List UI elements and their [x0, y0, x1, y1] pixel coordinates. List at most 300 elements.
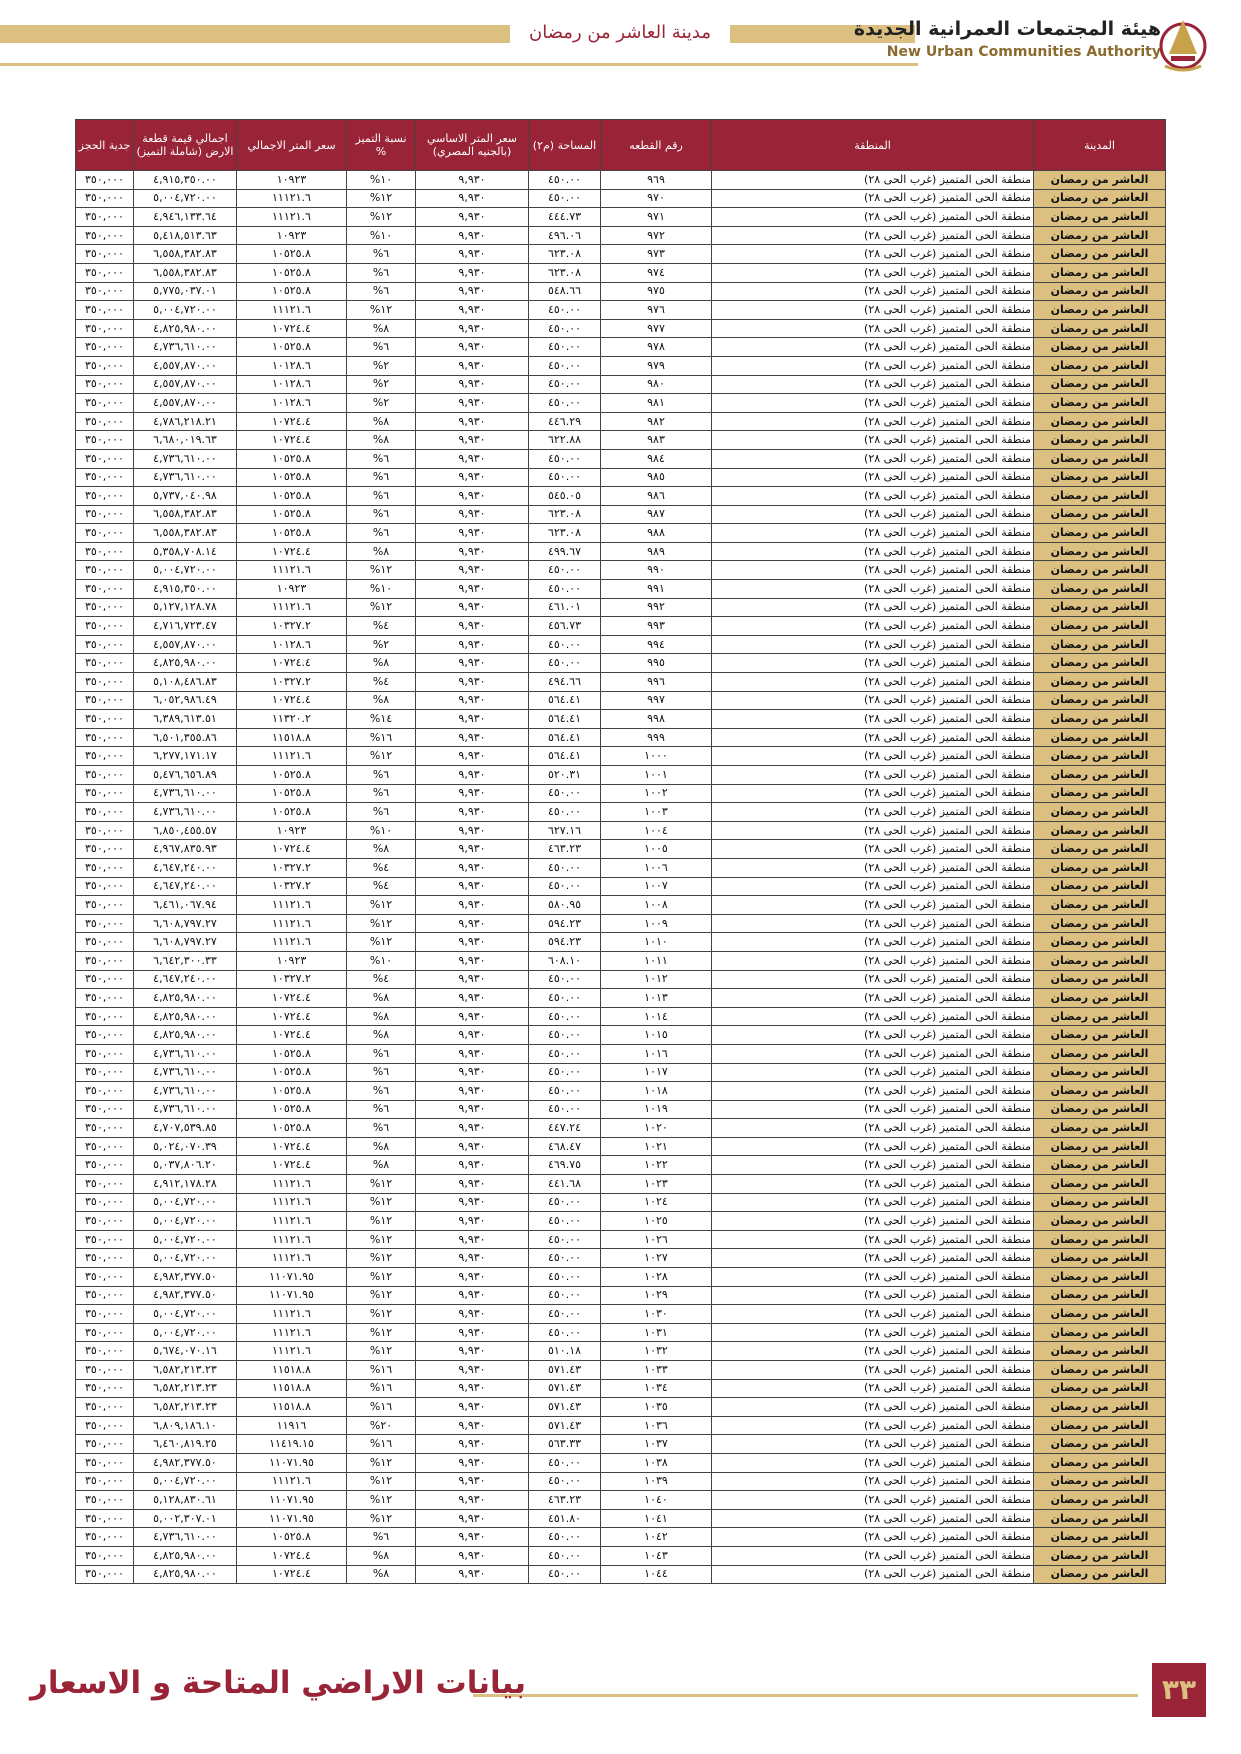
cell-plot-number: ٩٨١: [601, 394, 712, 413]
cell-deposit: ٣٥٠,٠٠٠: [76, 710, 134, 729]
cell-plot-number: ٩٩٥: [601, 654, 712, 673]
cell-premium: ٦%: [347, 282, 416, 301]
cell-area: ٤٤٤.٧٣: [529, 208, 601, 227]
cell-city: العاشر من رمضان: [1034, 449, 1166, 468]
cell-premium: ٦%: [347, 803, 416, 822]
cell-city: العاشر من رمضان: [1034, 803, 1166, 822]
cell-total-meter-price: ١١٥١٨.٨: [237, 1398, 347, 1417]
cell-total-value: ٤,٧٣٦,٦١٠.٠٠: [134, 1044, 237, 1063]
table-row: [76, 821, 1166, 840]
cell-total-value: ٤,٧٣٦,٦١٠.٠٠: [134, 803, 237, 822]
cell-premium: ٢%: [347, 356, 416, 375]
cell-plot-number: ١٠٣٠: [601, 1305, 712, 1324]
cell-total-meter-price: ١٠٩٢٣: [237, 821, 347, 840]
cell-total-value: ٤,٩٨٢,٣٧٧.٥٠: [134, 1286, 237, 1305]
cell-zone: منطقة الحى المتميز (غرب الحى ٢٨): [712, 1453, 1034, 1472]
cell-zone: منطقة الحى المتميز (غرب الحى ٢٨): [712, 598, 1034, 617]
cell-premium: ٨%: [347, 989, 416, 1008]
cell-plot-number: ١٠١٧: [601, 1063, 712, 1082]
cell-area: ٤٦٩.٧٥: [529, 1156, 601, 1175]
cell-city: العاشر من رمضان: [1034, 561, 1166, 580]
header-rule: [0, 63, 918, 66]
cell-area: ٤٥٠.٠٠: [529, 171, 601, 190]
cell-premium: ٨%: [347, 1565, 416, 1584]
cell-area: ٤٩٩.٦٧: [529, 542, 601, 561]
cell-zone: منطقة الحى المتميز (غرب الحى ٢٨): [712, 933, 1034, 952]
cell-city: العاشر من رمضان: [1034, 263, 1166, 282]
cell-area: ٤٦٨.٤٧: [529, 1137, 601, 1156]
cell-premium: ٨%: [347, 319, 416, 338]
cell-zone: منطقة الحى المتميز (غرب الحى ٢٨): [712, 1509, 1034, 1528]
cell-base-price: ٩,٩٣٠: [416, 1119, 529, 1138]
cell-total-value: ٦,٥٠١,٣٥٥.٨٦: [134, 728, 237, 747]
cell-premium: ١٢%: [347, 1453, 416, 1472]
cell-total-value: ٥,٠٢٤,٠٧٠.٣٩: [134, 1137, 237, 1156]
cell-city: العاشر من رمضان: [1034, 1305, 1166, 1324]
cell-city: العاشر من رمضان: [1034, 1565, 1166, 1584]
cell-premium: ٨%: [347, 1156, 416, 1175]
cell-zone: منطقة الحى المتميز (غرب الحى ٢٨): [712, 412, 1034, 431]
cell-zone: منطقة الحى المتميز (غرب الحى ٢٨): [712, 505, 1034, 524]
cell-zone: منطقة الحى المتميز (غرب الحى ٢٨): [712, 1007, 1034, 1026]
table-row: [76, 301, 1166, 320]
table-row: [76, 1435, 1166, 1454]
cell-premium: ٢%: [347, 635, 416, 654]
cell-deposit: ٣٥٠,٠٠٠: [76, 301, 134, 320]
cell-plot-number: ١٠٣٥: [601, 1398, 712, 1417]
cell-premium: ٨%: [347, 431, 416, 450]
cell-deposit: ٣٥٠,٠٠٠: [76, 338, 134, 357]
cell-city: العاشر من رمضان: [1034, 1026, 1166, 1045]
cell-base-price: ٩,٩٣٠: [416, 858, 529, 877]
cell-premium: ٦%: [347, 1528, 416, 1547]
cell-premium: ٢٠%: [347, 1416, 416, 1435]
table-row: [76, 282, 1166, 301]
cell-area: ٥٦٤.٤١: [529, 747, 601, 766]
cell-premium: ٤%: [347, 673, 416, 692]
cell-city: العاشر من رمضان: [1034, 394, 1166, 413]
cell-area: ٤٥٠.٠٠: [529, 1268, 601, 1287]
cell-city: العاشر من رمضان: [1034, 319, 1166, 338]
cell-premium: ١٢%: [347, 1305, 416, 1324]
cell-zone: منطقة الحى المتميز (غرب الحى ٢٨): [712, 356, 1034, 375]
cell-base-price: ٩,٩٣٠: [416, 1156, 529, 1175]
cell-total-value: ٥,٠٠٤,٧٢٠.٠٠: [134, 561, 237, 580]
cell-total-value: ٤,٧٣٦,٦١٠.٠٠: [134, 1082, 237, 1101]
cell-deposit: ٣٥٠,٠٠٠: [76, 1156, 134, 1175]
cell-total-meter-price: ١٠٩٢٣: [237, 951, 347, 970]
cell-base-price: ٩,٩٣٠: [416, 431, 529, 450]
cell-area: ٥١٠.١٨: [529, 1342, 601, 1361]
cell-deposit: ٣٥٠,٠٠٠: [76, 1026, 134, 1045]
cell-area: ٥٩٤.٢٣: [529, 914, 601, 933]
cell-city: العاشر من رمضان: [1034, 189, 1166, 208]
cell-city: العاشر من رمضان: [1034, 1546, 1166, 1565]
cell-total-meter-price: ١٠٥٢٥.٨: [237, 524, 347, 543]
cell-base-price: ٩,٩٣٠: [416, 394, 529, 413]
cell-premium: ٦%: [347, 784, 416, 803]
table-row: [76, 766, 1166, 785]
cell-plot-number: ٩٨٦: [601, 487, 712, 506]
cell-total-value: ٦,٥٥٨,٣٨٢.٨٣: [134, 505, 237, 524]
cell-total-value: ٥,٠٠٤,٧٢٠.٠٠: [134, 1230, 237, 1249]
cell-total-value: ٦,٠٥٢,٩٨٦.٤٩: [134, 691, 237, 710]
cell-city: العاشر من رمضان: [1034, 338, 1166, 357]
table-row: [76, 1398, 1166, 1417]
cell-base-price: ٩,٩٣٠: [416, 1342, 529, 1361]
cell-total-meter-price: ١١١٢١.٦: [237, 1472, 347, 1491]
cell-premium: ٤%: [347, 877, 416, 896]
cell-zone: منطقة الحى المتميز (غرب الحى ٢٨): [712, 208, 1034, 227]
cell-base-price: ٩,٩٣٠: [416, 1026, 529, 1045]
table-row: [76, 877, 1166, 896]
cell-zone: منطقة الحى المتميز (غرب الحى ٢٨): [712, 189, 1034, 208]
cell-zone: منطقة الحى المتميز (غرب الحى ٢٨): [712, 394, 1034, 413]
cell-area: ٤٥٠.٠٠: [529, 1546, 601, 1565]
cell-deposit: ٣٥٠,٠٠٠: [76, 431, 134, 450]
cell-city: العاشر من رمضان: [1034, 1063, 1166, 1082]
cell-base-price: ٩,٩٣٠: [416, 1212, 529, 1231]
cell-area: ٤٤٦.٢٩: [529, 412, 601, 431]
table-row: [76, 580, 1166, 599]
table-row: [76, 1063, 1166, 1082]
cell-city: العاشر من رمضان: [1034, 1379, 1166, 1398]
table-row: [76, 1249, 1166, 1268]
cell-total-meter-price: ١٠٧٢٤.٤: [237, 319, 347, 338]
cell-total-value: ٤,٧٣٦,٦١٠.٠٠: [134, 1100, 237, 1119]
table-row: [76, 1342, 1166, 1361]
cell-total-value: ٤,٧٠٧,٥٣٩.٨٥: [134, 1119, 237, 1138]
cell-city: العاشر من رمضان: [1034, 1175, 1166, 1194]
cell-total-value: ٥,٠٣٧,٨٠٦.٢٠: [134, 1156, 237, 1175]
cell-area: ٤٥٠.٠٠: [529, 1007, 601, 1026]
footer-title: بيانات الاراضي المتاحة و الاسعار: [30, 1665, 526, 1701]
cell-city: العاشر من رمضان: [1034, 840, 1166, 859]
cell-city: العاشر من رمضان: [1034, 728, 1166, 747]
cell-area: ٤٥٠.٠٠: [529, 970, 601, 989]
cell-premium: ١٢%: [347, 189, 416, 208]
cell-deposit: ٣٥٠,٠٠٠: [76, 914, 134, 933]
cell-premium: ١٠%: [347, 171, 416, 190]
cell-base-price: ٩,٩٣٠: [416, 1305, 529, 1324]
cell-deposit: ٣٥٠,٠٠٠: [76, 821, 134, 840]
cell-total-value: ٤,٦٤٧,٢٤٠.٠٠: [134, 877, 237, 896]
cell-area: ٤٥٠.٠٠: [529, 1044, 601, 1063]
cell-zone: منطقة الحى المتميز (غرب الحى ٢٨): [712, 803, 1034, 822]
cell-city: العاشر من رمضان: [1034, 858, 1166, 877]
cell-total-meter-price: ١١٤١٩.١٥: [237, 1435, 347, 1454]
cell-area: ٥٧١.٤٣: [529, 1398, 601, 1417]
cell-area: ٤٥٠.٠٠: [529, 301, 601, 320]
cell-city: العاشر من رمضان: [1034, 766, 1166, 785]
table-row: [76, 617, 1166, 636]
cell-plot-number: ١٠٠٧: [601, 877, 712, 896]
cell-base-price: ٩,٩٣٠: [416, 1230, 529, 1249]
table-row: [76, 951, 1166, 970]
cell-zone: منطقة الحى المتميز (غرب الحى ٢٨): [712, 858, 1034, 877]
cell-plot-number: ١٠٠٤: [601, 821, 712, 840]
cell-total-meter-price: ١٠٧٢٤.٤: [237, 1137, 347, 1156]
cell-base-price: ٩,٩٣٠: [416, 1007, 529, 1026]
cell-zone: منطقة الحى المتميز (غرب الحى ٢٨): [712, 245, 1034, 264]
cell-total-value: ٤,٩٨٢,٣٧٧.٥٠: [134, 1268, 237, 1287]
cell-total-value: ٤,٨٢٥,٩٨٠.٠٠: [134, 1007, 237, 1026]
cell-deposit: ٣٥٠,٠٠٠: [76, 505, 134, 524]
cell-total-meter-price: ١٠٧٢٤.٤: [237, 1026, 347, 1045]
cell-plot-number: ١٠١٦: [601, 1044, 712, 1063]
cell-plot-number: ٩٩٩: [601, 728, 712, 747]
cell-deposit: ٣٥٠,٠٠٠: [76, 1528, 134, 1547]
cell-total-meter-price: ١٠٥٢٥.٨: [237, 505, 347, 524]
cell-base-price: ٩,٩٣٠: [416, 728, 529, 747]
cell-total-meter-price: ١٠٥٢٥.٨: [237, 487, 347, 506]
cell-deposit: ٣٥٠,٠٠٠: [76, 654, 134, 673]
header-bar-left: [0, 25, 510, 43]
cell-base-price: ٩,٩٣٠: [416, 747, 529, 766]
table-row: [76, 1156, 1166, 1175]
table-row: [76, 654, 1166, 673]
cell-zone: منطقة الحى المتميز (غرب الحى ٢٨): [712, 654, 1034, 673]
cell-base-price: ٩,٩٣٠: [416, 877, 529, 896]
cell-premium: ٦%: [347, 1044, 416, 1063]
cell-premium: ١٢%: [347, 1212, 416, 1231]
cell-city: العاشر من رمضان: [1034, 1491, 1166, 1510]
cell-total-value: ٤,٧٣٦,٦١٠.٠٠: [134, 338, 237, 357]
cell-premium: ١٠%: [347, 821, 416, 840]
cell-plot-number: ٩٨٩: [601, 542, 712, 561]
cell-zone: منطقة الحى المتميز (غرب الحى ٢٨): [712, 710, 1034, 729]
cell-area: ٤٥٠.٠٠: [529, 1212, 601, 1231]
cell-base-price: ٩,٩٣٠: [416, 840, 529, 859]
cell-base-price: ٩,٩٣٠: [416, 617, 529, 636]
cell-premium: ١٦%: [347, 728, 416, 747]
header-zone: المنطقة: [712, 120, 1034, 171]
cell-premium: ٤%: [347, 617, 416, 636]
cell-area: ٤٥٠.٠٠: [529, 1472, 601, 1491]
cell-city: العاشر من رمضان: [1034, 1249, 1166, 1268]
cell-area: ٤٥٠.٠٠: [529, 580, 601, 599]
cell-plot-number: ٩٩٢: [601, 598, 712, 617]
cell-area: ٤٦١.٠١: [529, 598, 601, 617]
cell-plot-number: ٩٩٦: [601, 673, 712, 692]
cell-zone: منطقة الحى المتميز (غرب الحى ٢٨): [712, 766, 1034, 785]
cell-zone: منطقة الحى المتميز (غرب الحى ٢٨): [712, 1491, 1034, 1510]
cell-total-value: ٦,٥٥٨,٣٨٢.٨٣: [134, 245, 237, 264]
cell-city: العاشر من رمضان: [1034, 468, 1166, 487]
table-row: [76, 1472, 1166, 1491]
cell-zone: منطقة الحى المتميز (غرب الحى ٢٨): [712, 561, 1034, 580]
cell-premium: ١٢%: [347, 208, 416, 227]
table-row: [76, 691, 1166, 710]
cell-city: العاشر من رمضان: [1034, 1472, 1166, 1491]
cell-total-meter-price: ١١١٢١.٦: [237, 189, 347, 208]
cell-total-value: ٦,٦٨٠,٠١٩.٦٣: [134, 431, 237, 450]
cell-total-value: ٤,٧٣٦,٦١٠.٠٠: [134, 449, 237, 468]
table-row: [76, 468, 1166, 487]
cell-plot-number: ١٠٠٥: [601, 840, 712, 859]
cell-total-value: ٦,٥٥٨,٣٨٢.٨٣: [134, 263, 237, 282]
cell-total-meter-price: ١١١٢١.٦: [237, 598, 347, 617]
cell-premium: ١٢%: [347, 1249, 416, 1268]
cell-base-price: ٩,٩٣٠: [416, 635, 529, 654]
cell-base-price: ٩,٩٣٠: [416, 375, 529, 394]
cell-base-price: ٩,٩٣٠: [416, 1546, 529, 1565]
cell-zone: منطقة الحى المتميز (غرب الحى ٢٨): [712, 282, 1034, 301]
cell-total-meter-price: ١٠٣٢٧.٢: [237, 673, 347, 692]
cell-area: ٥٦٤.٤١: [529, 691, 601, 710]
header-base-price: سعر المتر الاساسي (بالجنيه المصري): [416, 120, 529, 171]
header-reservation-deposit: جدية الحجز: [76, 120, 134, 171]
cell-base-price: ٩,٩٣٠: [416, 245, 529, 264]
cell-city: العاشر من رمضان: [1034, 1453, 1166, 1472]
cell-total-meter-price: ١١١٢١.٦: [237, 1230, 347, 1249]
cell-area: ٤٥٠.٠٠: [529, 1453, 601, 1472]
table-row: [76, 1528, 1166, 1547]
cell-total-meter-price: ١٠٥٢٥.٨: [237, 784, 347, 803]
table-row: [76, 1379, 1166, 1398]
cell-total-meter-price: ١٠٥٢٥.٨: [237, 1119, 347, 1138]
table-row: [76, 598, 1166, 617]
table-row: [76, 1100, 1166, 1119]
table-row: [76, 1119, 1166, 1138]
cell-total-meter-price: ١١٥١٨.٨: [237, 1361, 347, 1380]
cell-total-value: ٥,٠٠٢,٣٠٧.٠١: [134, 1509, 237, 1528]
cell-area: ٤٤١.٦٨: [529, 1175, 601, 1194]
cell-deposit: ٣٥٠,٠٠٠: [76, 1416, 134, 1435]
cell-deposit: ٣٥٠,٠٠٠: [76, 747, 134, 766]
cell-area: ٤٥٠.٠٠: [529, 1528, 601, 1547]
cell-base-price: ٩,٩٣٠: [416, 673, 529, 692]
cell-area: ٤٩٦.٠٦: [529, 226, 601, 245]
cell-base-price: ٩,٩٣٠: [416, 1453, 529, 1472]
cell-area: ٤٦٣.٢٣: [529, 840, 601, 859]
cell-area: ٤٥٠.٠٠: [529, 1249, 601, 1268]
table-row: [76, 858, 1166, 877]
cell-base-price: ٩,٩٣٠: [416, 319, 529, 338]
cell-plot-number: ١٠٤١: [601, 1509, 712, 1528]
cell-deposit: ٣٥٠,٠٠٠: [76, 896, 134, 915]
cell-area: ٦٠٨.١٠: [529, 951, 601, 970]
cell-area: ٥٦٤.٤١: [529, 728, 601, 747]
cell-zone: منطقة الحى المتميز (غرب الحى ٢٨): [712, 617, 1034, 636]
cell-plot-number: ٩٧١: [601, 208, 712, 227]
cell-plot-number: ٩٧٢: [601, 226, 712, 245]
cell-total-meter-price: ١٠٥٢٥.٨: [237, 766, 347, 785]
cell-total-value: ٤,٧٣٦,٦١٠.٠٠: [134, 784, 237, 803]
table-row: [76, 989, 1166, 1008]
cell-area: ٦٢٢.٨٨: [529, 431, 601, 450]
cell-deposit: ٣٥٠,٠٠٠: [76, 766, 134, 785]
cell-deposit: ٣٥٠,٠٠٠: [76, 580, 134, 599]
cell-base-price: ٩,٩٣٠: [416, 933, 529, 952]
cell-plot-number: ٩٧٧: [601, 319, 712, 338]
cell-zone: منطقة الحى المتميز (غرب الحى ٢٨): [712, 1379, 1034, 1398]
cell-deposit: ٣٥٠,٠٠٠: [76, 412, 134, 431]
cell-total-meter-price: ١٠٥٢٥.٨: [237, 282, 347, 301]
cell-premium: ١٢%: [347, 561, 416, 580]
cell-premium: ١٢%: [347, 914, 416, 933]
cell-deposit: ٣٥٠,٠٠٠: [76, 1175, 134, 1194]
cell-city: العاشر من رمضان: [1034, 1435, 1166, 1454]
cell-zone: منطقة الحى المتميز (غرب الحى ٢٨): [712, 1305, 1034, 1324]
table-row: [76, 803, 1166, 822]
cell-premium: ٨%: [347, 1026, 416, 1045]
cell-total-value: ٤,٥٥٧,٨٧٠.٠٠: [134, 375, 237, 394]
cell-base-price: ٩,٩٣٠: [416, 1082, 529, 1101]
cell-zone: منطقة الحى المتميز (غرب الحى ٢٨): [712, 877, 1034, 896]
cell-total-meter-price: ١٠٣٢٧.٢: [237, 970, 347, 989]
table-row: [76, 226, 1166, 245]
cell-city: العاشر من رمضان: [1034, 1268, 1166, 1287]
cell-base-price: ٩,٩٣٠: [416, 338, 529, 357]
cell-area: ٤٥٠.٠٠: [529, 858, 601, 877]
cell-deposit: ٣٥٠,٠٠٠: [76, 282, 134, 301]
cell-premium: ٦%: [347, 766, 416, 785]
cell-premium: ٨%: [347, 542, 416, 561]
cell-plot-number: ١٠٢٢: [601, 1156, 712, 1175]
cell-deposit: ٣٥٠,٠٠٠: [76, 1342, 134, 1361]
cell-deposit: ٣٥٠,٠٠٠: [76, 617, 134, 636]
cell-deposit: ٣٥٠,٠٠٠: [76, 1063, 134, 1082]
cell-premium: ١٢%: [347, 1175, 416, 1194]
cell-plot-number: ٩٧٩: [601, 356, 712, 375]
cell-deposit: ٣٥٠,٠٠٠: [76, 1137, 134, 1156]
cell-zone: منطقة الحى المتميز (غرب الحى ٢٨): [712, 580, 1034, 599]
cell-premium: ٤%: [347, 970, 416, 989]
cell-area: ٤٥٠.٠٠: [529, 1082, 601, 1101]
cell-deposit: ٣٥٠,٠٠٠: [76, 691, 134, 710]
cell-premium: ٦%: [347, 487, 416, 506]
cell-base-price: ٩,٩٣٠: [416, 654, 529, 673]
cell-zone: منطقة الحى المتميز (غرب الحى ٢٨): [712, 1323, 1034, 1342]
cell-zone: منطقة الحى المتميز (غرب الحى ٢٨): [712, 468, 1034, 487]
table-row: [76, 1007, 1166, 1026]
table-row: [76, 1268, 1166, 1287]
cell-zone: منطقة الحى المتميز (غرب الحى ٢٨): [712, 673, 1034, 692]
table-row: [76, 524, 1166, 543]
cell-total-meter-price: ١٠١٢٨.٦: [237, 375, 347, 394]
cell-total-value: ٥,٧٣٧,٠٤٠.٩٨: [134, 487, 237, 506]
cell-city: العاشر من رمضان: [1034, 580, 1166, 599]
cell-total-value: ٦,٨٥٠,٤٥٥.٥٧: [134, 821, 237, 840]
cell-premium: ١٢%: [347, 1268, 416, 1287]
cell-deposit: ٣٥٠,٠٠٠: [76, 933, 134, 952]
cell-premium: ٦%: [347, 505, 416, 524]
cell-base-price: ٩,٩٣٠: [416, 487, 529, 506]
table-row: [76, 375, 1166, 394]
cell-area: ٥٦٣.٣٣: [529, 1435, 601, 1454]
cell-plot-number: ١٠٤٢: [601, 1528, 712, 1547]
cell-total-meter-price: ١١١٢١.٦: [237, 914, 347, 933]
cell-premium: ١٢%: [347, 1230, 416, 1249]
cell-zone: منطقة الحى المتميز (غرب الحى ٢٨): [712, 914, 1034, 933]
cell-total-value: ٥,٤١٨,٥١٣.٦٣: [134, 226, 237, 245]
cell-base-price: ٩,٩٣٠: [416, 784, 529, 803]
cell-base-price: ٩,٩٣٠: [416, 1193, 529, 1212]
cell-total-value: ٥,٦٧٤,٠٧٠.١٦: [134, 1342, 237, 1361]
cell-premium: ١٢%: [347, 1491, 416, 1510]
cell-plot-number: ١٠٣٧: [601, 1435, 712, 1454]
cell-deposit: ٣٥٠,٠٠٠: [76, 1249, 134, 1268]
city-title: مدينة العاشر من رمضان: [528, 22, 711, 43]
table-row: [76, 1137, 1166, 1156]
cell-city: العاشر من رمضان: [1034, 598, 1166, 617]
cell-zone: منطقة الحى المتميز (غرب الحى ٢٨): [712, 1435, 1034, 1454]
cell-city: العاشر من رمضان: [1034, 617, 1166, 636]
table-row: [76, 245, 1166, 264]
cell-area: ٤٥٠.٠٠: [529, 449, 601, 468]
cell-total-value: ٥,٠٠٤,٧٢٠.٠٠: [134, 189, 237, 208]
